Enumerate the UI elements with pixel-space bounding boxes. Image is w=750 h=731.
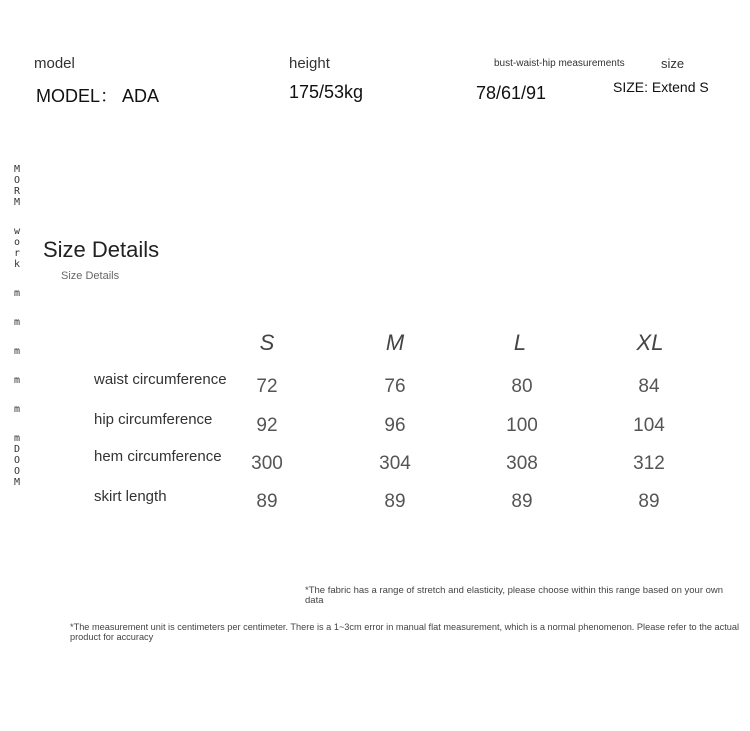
measurements-label: bust-waist-hip measurements: [494, 58, 625, 69]
table-cell: 89: [384, 491, 406, 512]
table-cell: 304: [379, 453, 411, 474]
side-text-letters: M O R M w o r k m m m m m m D O O M: [13, 164, 21, 488]
side-vertical-text: [11, 164, 23, 488]
fabric-note: *The fabric has a range of stretch and elasticity, please choose within this range based on your own data: [305, 585, 724, 606]
row-label: skirt length: [94, 488, 167, 505]
table-cell: 300: [251, 453, 283, 474]
model-label: model: [34, 55, 75, 72]
column-header-xl: XL: [636, 330, 664, 355]
row-label: hip circumference: [94, 411, 213, 428]
column-header-m: M: [385, 330, 405, 355]
height-value: 175/53kg: [289, 82, 364, 102]
row-label: waist circumference: [94, 371, 227, 388]
row-label: hem circumference: [94, 448, 222, 465]
size-label: size: [661, 56, 685, 71]
table-cell: 76: [384, 376, 406, 397]
column-header-l: L: [513, 330, 527, 355]
table-cell: 84: [638, 376, 660, 397]
table-cell: 92: [256, 415, 278, 436]
table-cell: 308: [506, 453, 538, 474]
size-details-subtitle: Size Details: [61, 270, 120, 282]
measurement-note: *The measurement unit is centimeters per centimeter. There is a 1~3cm error in manual flat measurement, which is a normal phenomenon. Please refer to the actual product for accuracy: [70, 622, 740, 642]
measurements-value: 78/61/91: [476, 83, 547, 103]
table-cell: 312: [633, 453, 665, 474]
table-cell: 104: [633, 415, 665, 436]
table-cell: 80: [511, 376, 533, 397]
size-value: SIZE: Extend S: [613, 79, 709, 95]
table-cell: 100: [506, 415, 538, 436]
height-label: height: [289, 55, 330, 72]
table-cell: 72: [256, 376, 278, 397]
size-details-title: Size Details: [43, 237, 160, 262]
table-cell: 89: [511, 491, 533, 512]
table-cell: 89: [638, 491, 660, 512]
column-header-s: S: [259, 330, 275, 355]
table-cell: 89: [256, 491, 278, 512]
table-cell: 96: [384, 415, 406, 436]
model-name: MODEL： ADA: [36, 86, 160, 106]
